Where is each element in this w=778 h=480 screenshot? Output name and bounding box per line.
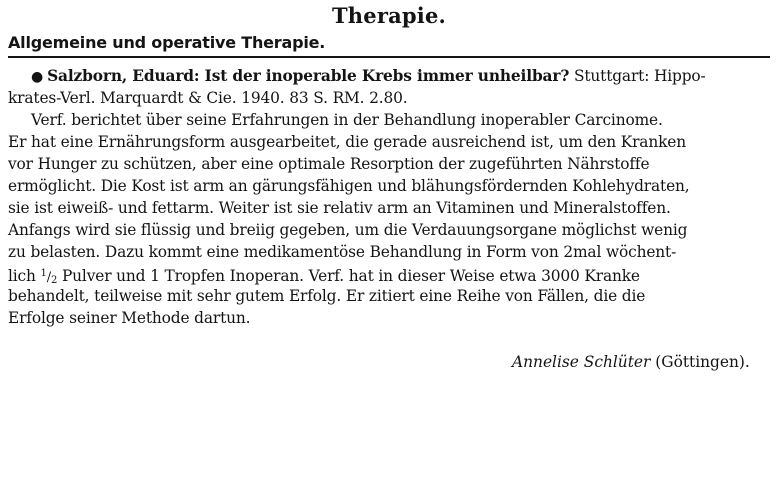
heading-underline [8,56,770,58]
entry-line-12: Erfolge seiner Methode dartun. [8,309,251,327]
reviewer-signature [512,350,750,374]
entry-bold-header: Salzborn, Eduard: Ist der inoperable Krebs immer unheilbar? [47,67,570,85]
entry-line-2: krates-Verl. Marquardt & Cie. 1940. 83 S. RM. 2.80. [8,89,408,107]
entry-line-11: behandelt, teilweise mit sehr gutem Erfolg. Er zitiert eine Reihe von Fällen, die die [8,287,646,305]
fraction-numerator: 1 [40,268,47,279]
entry-line-10-post: Pulver und 1 Tropfen Inoperan. Verf. hat in dieser Weise etwa 3000 Kranke [61,267,640,285]
entry-line-8: Anfangs wird sie flüssig und breiig gegeben, um die Verdauungsorgane möglichst wenig [8,221,688,239]
entry-line-6: ermöglicht. Die Kost ist arm an gärungsfähigen und blähungsfördernden Kohlehydraten, [8,177,690,195]
fraction-half: $^1/_2$ [40,268,58,286]
entry-line-3: Verf. berichtet über seine Erfahrungen in der Behandlung inoperabler Carcinome. [31,111,663,129]
fraction-denominator: 2 [50,275,58,286]
entry-line-7: sie ist eiweiß- und fettarm. Weiter ist sie relativ arm an Vitaminen und Mineralstoffen. [8,199,671,217]
subsection-title: Allgemeine und operative Therapie. [8,33,326,52]
entry-line-10-pre: lich [8,267,36,285]
entry-publisher-start: Stuttgart: Hippo- [573,67,706,85]
entry-line-4: Er hat eine Ernährungsform ausgearbeitet, die gerade ausreichend ist, um den Kranken [8,133,686,151]
entry-line-5: vor Hunger zu schützen, aber eine optimale Resorption der zugeführten Nährstoffe [8,155,650,173]
section-title: Therapie. [331,3,447,28]
entry-line-9: zu belasten. Dazu kommt eine medikamentöse Behandlung in Form von 2mal wöchent- [8,243,677,261]
reviewer-location: (Göttingen). [655,353,750,371]
bullet-icon: ● [31,69,44,85]
reviewer-name: Annelise Schlüter [512,353,651,371]
